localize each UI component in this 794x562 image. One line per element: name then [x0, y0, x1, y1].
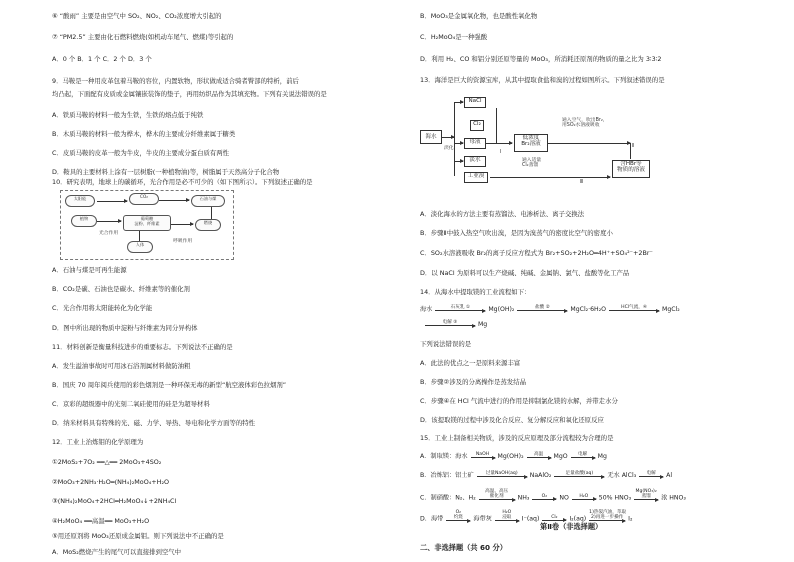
flow-node: 海带灰 — [473, 515, 492, 523]
nacl-box: NaCl — [464, 97, 486, 108]
step-note: 通入适量 Cl₂蒸馏 — [522, 158, 542, 168]
flow-arrow: 石灰乳 ① — [435, 305, 485, 311]
option: A．石油与煤是可再生能源 — [52, 266, 127, 274]
flow-node: Mg — [477, 321, 488, 328]
glucose-label: 葡萄糖 — [140, 216, 154, 221]
equation: ④H₂MoO₄ ══高温══ MoO₃+H₂O — [52, 517, 150, 525]
flow-node: MgCl₂ — [662, 306, 680, 313]
option: D．利用 H₂、CO 和铝分别还原等量的 MoO₃，所消耗还原剂的物质的量之比为 3∶3∶2 — [420, 55, 662, 63]
equation: ②MoO₃+2NH₃·H₂O═(NH₄)₂MoO₄+H₂O — [52, 478, 170, 486]
question-9: 9．马鞍是一种用皮革包着马鞍的容位，内置软物，形状做成适合骑者臀部的特析，前后 — [52, 77, 299, 85]
step-roman: Ⅱ — [632, 144, 635, 149]
magnesium-flow-cont — [424, 320, 487, 329]
flow-arrow: Mg(NO₃)₂ 蒸馏 — [635, 489, 657, 499]
flow-arrow: HCl气流，④ — [609, 305, 659, 311]
cycle-arrow — [97, 221, 121, 222]
flow-arrow: H₂O — [572, 494, 596, 500]
option: C．皮质马鞍的皮革一般为牛皮，牛皮的主要成分蛋白质有两性 — [52, 149, 230, 157]
option: D．图中所出现的物质中淀粉与纤维素为同分异构体 — [52, 324, 198, 332]
starch-label: 淀粉、纤维素 — [134, 221, 160, 226]
photo-label: 光合作用 — [99, 231, 119, 236]
flow-label: A．制取镁：海水 — [420, 453, 468, 460]
question-10: 10．研究表明，地球上的碳循环，光合作用是必不可少的（如下图所示）。下列叙述正确的是 — [52, 178, 313, 186]
question-15: 15．工业上制备相关物质，涉及的反应原理及部分流程较为合理的是 — [420, 434, 614, 442]
cycle-connector — [139, 231, 140, 241]
flow-arrow: 足量盐酸(aq) — [554, 471, 604, 477]
question-11: 11．材料创新是衡量科技进步的重要标志。下列说法不正确的是 — [52, 343, 233, 351]
option: D．纳米材料具有特殊的光、磁、力学、导热、导电和化学方面等的特性 — [52, 419, 256, 427]
resp-label: 呼吸作用 — [173, 239, 193, 244]
carbon-cycle-figure — [60, 190, 234, 260]
text-line: A．0 个 B．1 个 C．2 个 D．3 个 — [52, 55, 152, 63]
flow-arrow: 高温、高压 催化剂 — [479, 490, 515, 500]
plant-label: 植物 — [71, 215, 97, 227]
flow-arrow: 1)热裂汽油，萃取 2)再进一步操作 — [589, 510, 627, 520]
option: B．国庆 70 周年阅兵使用的彩色烟剂是一种环保无毒的新型“航空液体彩色拉烟剂” — [52, 381, 287, 389]
equation: ③(NH₄)₂MoO₄+2HCl═H₂MoO₄↓+2NH₄Cl — [52, 497, 177, 505]
diagram-arrow — [548, 143, 630, 144]
glucose-box — [123, 215, 171, 231]
flow-node: Al — [666, 472, 673, 479]
cycle-arrow — [159, 200, 189, 201]
diagram-connector — [496, 108, 497, 143]
text-line: ⑦ “PM2.5” 主要由化石燃料燃烧(如机动车尾气、燃煤)等引起的 — [52, 33, 234, 41]
option: B．木质马鞍的材料一般为桦木，桦木的主要成分纤维素属于糖类 — [52, 130, 236, 138]
cycle-arrow — [97, 201, 127, 202]
flow-arrow: 高温 — [527, 452, 551, 458]
option: C．SO₂水溶液吸收 Br₂的离子反应方程式为 Br₂+SO₂+2H₂O═4H⁺+SO₄²⁻+2Br⁻ — [420, 249, 653, 257]
option: A．MoS₂燃烧产生的尾气可以直接排到空气中 — [52, 548, 182, 556]
diagram-connector — [630, 143, 631, 159]
flow-label: C．制硝酸：N₂、H₂ — [420, 494, 476, 502]
step-note: 通入空气，吹出Br₂， 用SO₂水溶液吸收 — [562, 118, 608, 128]
option: A．发生溢油事故时可用冰石浴剂属材料做防油粗 — [52, 362, 191, 370]
option: D．该提取镁的过程中涉及化合反应、复分解反应和氧化还原反应 — [420, 416, 604, 424]
co2-label: CO₂ — [129, 193, 159, 205]
flow-arrow: 电解 — [571, 452, 595, 458]
flow-node: NO — [559, 494, 569, 502]
seawater-box: 海水 — [420, 130, 442, 144]
flow-node: Mg(OH)₂ — [497, 453, 524, 460]
flow-arrow: NaOH — [471, 452, 495, 458]
flow-arrow: 电解 ⑤ — [425, 320, 475, 326]
flow-node: I⁻(aq) — [521, 515, 540, 523]
option-b-flow — [420, 471, 672, 480]
text-line: ⑥ “酸雨” 主要是由空气中 SO₂、NO₂、CO₂浓度增大引起的 — [52, 12, 222, 20]
option: D．鞍具的主要材料上涂有一层树脂(一种植物油)等，树脂属于天然高分子化合物 — [52, 168, 280, 176]
flow-arrow: O₂ 灼烧 — [446, 511, 470, 521]
flow-node: Mg — [597, 453, 607, 460]
flow-node: MgO — [553, 453, 568, 460]
equation: ①2MoS₂+7O₂ ══△══ 2MoO₃+4SO₂ — [52, 458, 162, 466]
seawater-diagram — [420, 94, 720, 186]
option-c-flow — [420, 490, 686, 503]
section-heading: 二、非选择题（共 60 分） — [420, 543, 507, 552]
option: B．步骤②涉及的分离操作是蒸发结晶 — [420, 378, 526, 386]
text-line: 均凸起，下面配有皮质或金属镶嵌装饰的垫子，再用纺织品作为其填充物。下列有关说法错误的是 — [52, 90, 327, 98]
option: A．淡化海水的方法主要有蒸馏法、电渗析法、离子交换法 — [420, 210, 585, 218]
question-12: 12．工业上治炼钼的化学原理为 — [52, 438, 144, 446]
diagram-arrow — [442, 137, 454, 138]
part-two-title: 第Ⅱ卷（非选择题） — [540, 522, 603, 531]
sun-label: 太阳能 — [65, 195, 95, 207]
option: D．以 NaCl 为原料可以生产烧碱、纯碱、金属钠、氯气、盐酸等化工产品 — [420, 269, 630, 277]
industrial-bromine-box: 工业溴 — [464, 172, 488, 183]
option: C．步骤④在 HCl 气流中进行的作用是抑制氯化镁的水解，并带走水分 — [420, 397, 618, 405]
cycle-arrow — [171, 224, 193, 225]
flow-arrow: 电解 — [639, 471, 663, 477]
flow-node: 浓 HNO₃ — [661, 494, 686, 502]
question-13: 13．海洋是巨大的资源宝库，从其中提取食盐和溴的过程如图所示。下列叙述错误的是 — [420, 76, 665, 84]
option: C．光合作用将太阳能转化为化学能 — [52, 304, 153, 312]
cl2-box: Cl₂ — [470, 120, 484, 131]
flow-node: Mg(OH)₂ — [488, 306, 515, 313]
flow-label: D．海带 — [420, 515, 444, 523]
flow-arrow: Cl₂ — [542, 515, 566, 521]
fuel-label: 石油与煤 — [191, 195, 225, 207]
flow-node: 50% HNO₃ — [598, 494, 632, 502]
flow-node: 无水 AlCl₃ — [607, 472, 637, 479]
flow-arrow: 盐酸 ② — [517, 305, 567, 311]
cycle-connector — [211, 207, 212, 219]
text-line: 下列说法错误的是 — [420, 340, 472, 348]
low-br-solution-box: 低浓度 Br₂溶液 — [514, 134, 548, 152]
flow-arrow: O₂ — [532, 494, 556, 500]
flow-label: B．冶炼铝：铝土矿 — [420, 472, 474, 479]
flow-node: I₂(aq) — [569, 515, 587, 523]
option: B．CO₂是碳、石油也是碳水、纤维素等的催化剂 — [52, 285, 190, 293]
option: A．铁质马鞍的材料一般为生铁，生铁的熔点低于纯铁 — [52, 111, 204, 119]
option: C．H₂MoO₄是一种强酸 — [420, 33, 488, 41]
step-roman: Ⅲ — [580, 180, 584, 185]
flow-node: NH₃ — [517, 494, 530, 502]
flow-node: MgCl₂·6H₂O — [570, 306, 607, 313]
human-label: 人体 — [127, 241, 153, 253]
option: B．步骤Ⅱ中鼓入热空气吹出溴，是因为溴蒸气的密度比空气的密度小 — [420, 229, 613, 237]
flow-arrow: 过量NaOH(aq) — [477, 471, 527, 477]
mother-liquor-box: 母液 — [464, 138, 486, 149]
option: B．MoO₃是金属氧化物，也是酸性氧化物 — [420, 12, 538, 20]
fresh-water-box: 淡水 — [464, 156, 486, 167]
flow-node: NaAlO₂ — [529, 472, 552, 479]
desalination-label: 淡化 — [444, 146, 454, 151]
flow-node: I₂ — [628, 515, 633, 523]
text-line: ⑤用还原剂将 MoO₃还原成金属钼。则下列说法中不正确的是 — [52, 532, 224, 540]
flow-arrow: H₂O 浸取 — [495, 511, 519, 521]
diagram-arrow — [454, 102, 463, 103]
diagram-arrow — [490, 177, 610, 178]
question-14: 14．从海水中提取镁的工业流程如下： — [420, 288, 531, 296]
diagram-arrow — [486, 143, 512, 144]
step-roman: Ⅰ — [500, 150, 502, 155]
option-a-flow — [420, 452, 607, 461]
magnesium-flow — [420, 305, 680, 314]
combust-label: 燃烧 — [195, 219, 221, 231]
diagram-arrow — [454, 143, 463, 144]
hbr-solution-box: 含HBr等 物质的溶液 — [612, 160, 650, 178]
option: C．京彩的超级器中的光刻二氧硅使用的硅是为超导材料 — [52, 400, 210, 408]
option: A．此法的优点之一是原料来源丰富 — [420, 359, 521, 367]
flow-node: 海水 — [420, 306, 433, 313]
diagram-connector — [454, 102, 455, 176]
diagram-arrow — [454, 161, 463, 162]
